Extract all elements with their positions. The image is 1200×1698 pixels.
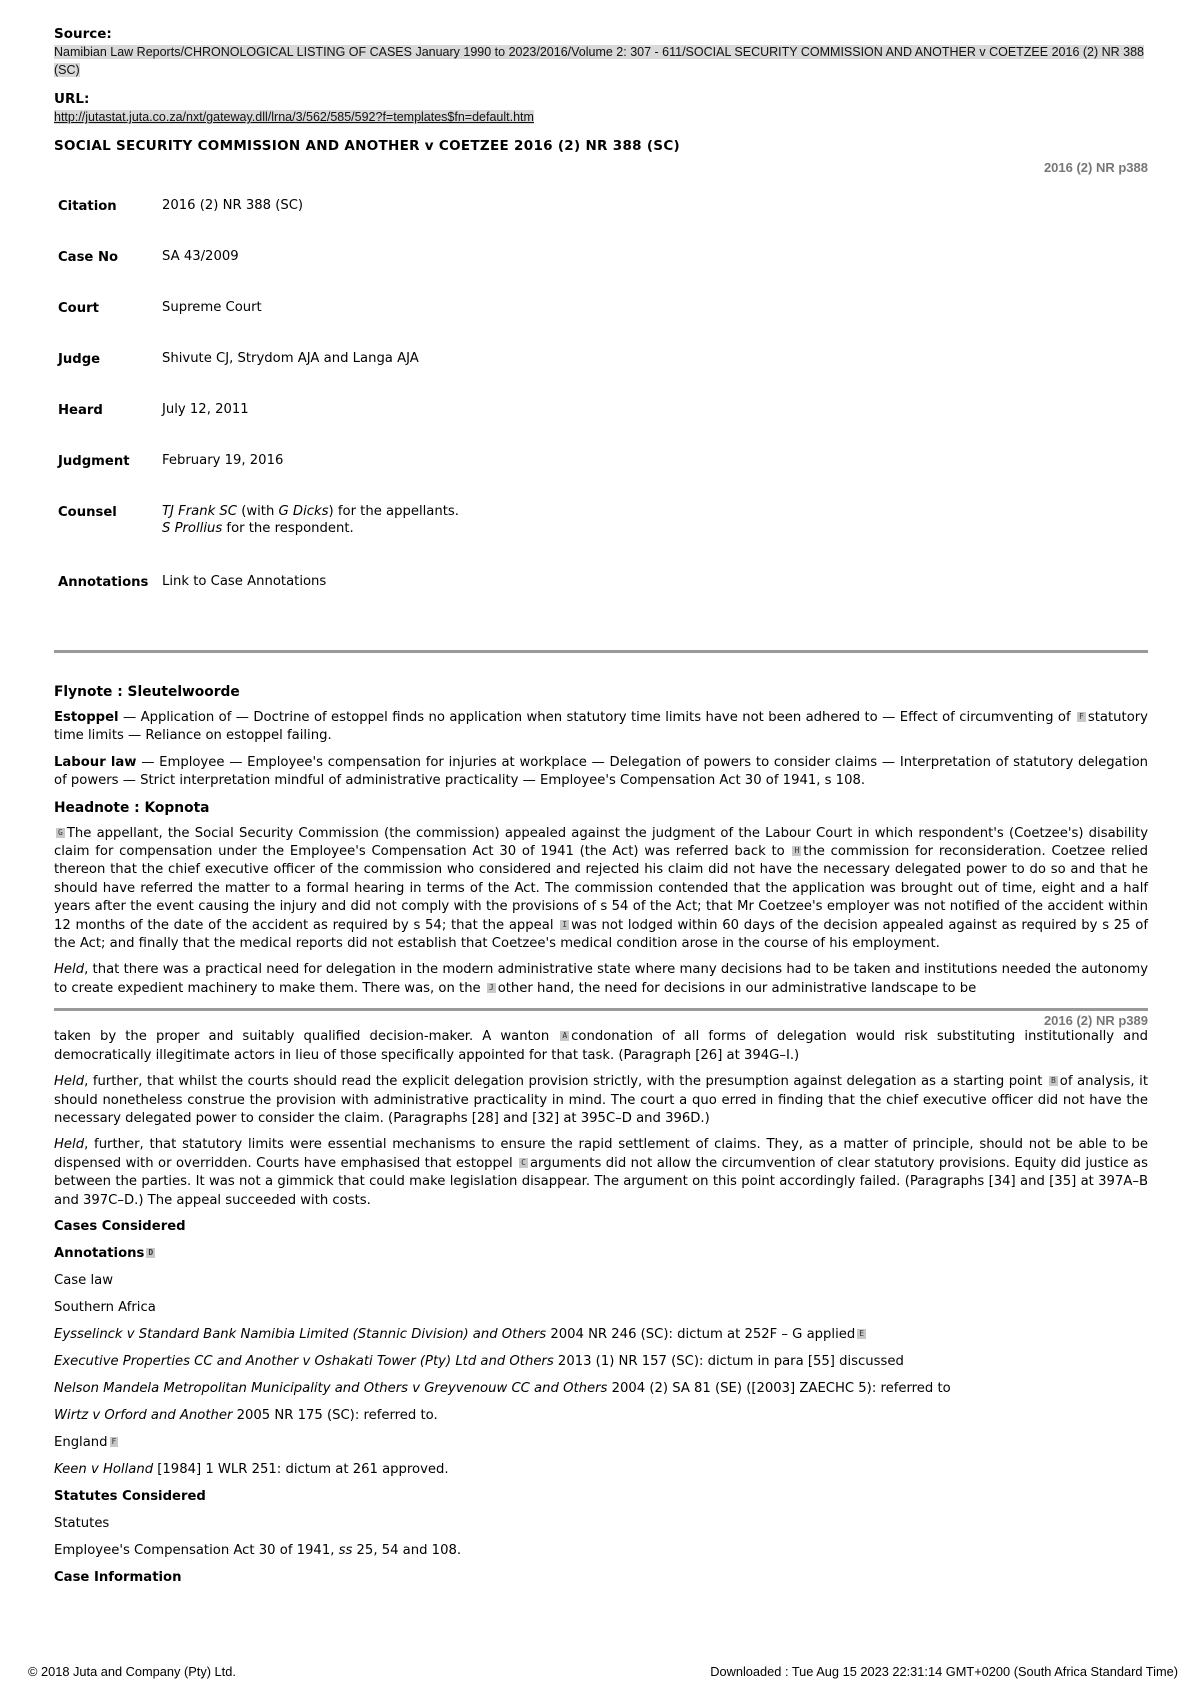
case-meta-table [58, 191, 459, 618]
headnote-paragraph-4 [54, 1073, 1148, 1128]
statute-citation [54, 1542, 1148, 1560]
page-marker: C [521, 1157, 526, 1167]
source-block [54, 26, 1148, 79]
copyright-text: © 2018 Juta and Company (Pty) Ltd. [28, 1664, 236, 1679]
flynote-paragraph-2 [54, 754, 1148, 791]
url-block [54, 91, 1148, 126]
counsel-text: ) for the appellants. [328, 504, 459, 519]
heard-label: Heard [58, 403, 103, 418]
statute-sections-abbr: ss [338, 1542, 353, 1558]
england-text: England [54, 1434, 108, 1450]
headnote-text: taken by the proper and suitably qualified decision-maker. A wanton [54, 1029, 559, 1045]
case-name: Nelson Mandela Metropolitan Municipality and Others v Greyvenouw CC and Others [54, 1380, 608, 1396]
headnote-text: arguments did not allow the circumvention of clear statutory provisions. Equity did justice as between the parties. It was not a gimmick that could make legislation disappear. The argument on this point accordingly failed. (Paragraphs [34] and [35] at 397A–B and 397C–D.) The appeal succeeded with costs. [54, 1155, 1148, 1208]
case-citation [54, 1353, 1148, 1371]
counsel-respondent-name: S Prollius [162, 521, 223, 536]
statute-text: 25, 54 and 108. [352, 1542, 462, 1558]
annotations-link[interactable]: Link to Case Annotations [162, 574, 327, 589]
headnote-text: , that there was a practical need for delegation in the modern administrative state where many decisions had to be taken and institutions needed the autonomy to create expedient machinery to make them. There was, on the [54, 962, 1148, 996]
page-marker: I [562, 919, 568, 929]
page-ref-388: 2016 (2) NR p388 [1043, 160, 1148, 175]
counsel-value [162, 497, 459, 567]
judgment-label: Judgment [58, 454, 130, 469]
held-label: Held [54, 1137, 85, 1153]
case-reference: 2004 NR 246 (SC): dictum at 252F – G applied [546, 1326, 856, 1342]
held-label: Held [54, 962, 85, 978]
flynote-text: — Application of — Doctrine of estoppel finds no application when statutory time limits have not been adhered to — Effect of circumventing of [118, 710, 1076, 725]
flynote-paragraph-1 [54, 709, 1148, 746]
counsel-text: (with [237, 504, 279, 519]
counsel-label: Counsel [58, 505, 117, 520]
page-marker: G [58, 827, 63, 837]
caseno-label: Case No [58, 250, 119, 265]
england-label [54, 1434, 1148, 1452]
meta-row-judge [58, 344, 459, 395]
headnote-text: other hand, the need for decisions in our administrative landscape to be [497, 980, 977, 996]
court-value: Supreme Court [162, 300, 262, 315]
case-law-label: Case law [54, 1272, 113, 1288]
case-reference: 2005 NR 175 (SC): referred to. [232, 1407, 438, 1423]
page-marker: J [488, 982, 494, 992]
source-label: Source: [54, 26, 112, 42]
page-marker: A [562, 1031, 568, 1041]
headnote-paragraph-5 [54, 1136, 1148, 1210]
headnote-text: was not lodged within 60 days of the decision appealed against as required by s 25 of the Act; and finally that the medical reports did not establish that Coetzee's medical condition arose in the course of his employment. [54, 917, 1148, 952]
case-citation [54, 1380, 1148, 1398]
source-path: Namibian Law Reports/CHRONOLOGICAL LISTING OF CASES January 1990 to 2023/2016/Volume 2: 307 - 611/SOCIAL SECURITY COMMISSION AND ANOTHER v COETZEE 2016 (2) NR 388 (SC) [54, 45, 1144, 77]
url-link[interactable]: http://jutastat.juta.co.za/nxt/gateway.dll/lrna/3/562/585/592?f=templates$fn=default.htm [54, 110, 534, 124]
case-name: Executive Properties CC and Another v Oshakati Tower (Pty) Ltd and Others [54, 1353, 554, 1369]
case-name: Wirtz v Orford and Another [54, 1407, 233, 1423]
counsel-appellant-name-2: G Dicks [278, 504, 329, 519]
document-page [54, 26, 1148, 1596]
page-marker: D [148, 1247, 154, 1257]
case-citation [54, 1407, 1148, 1425]
headnote-text: of analysis, it should nonetheless construe the provision with administrative practicality in mind. The court a quo erred in finding that the chief executive officer did not have the necessary delegated power to consider the claim. (Paragraphs [28] and [32] at 395C–D and 396D.) [54, 1074, 1148, 1126]
page-ref-389: 2016 (2) NR p389 [1043, 1013, 1148, 1029]
meta-row-court [58, 293, 459, 344]
headnote-text: The appellant, the Social Security Commission (the commission) appealed against the judgment of the Labour Court in which respondent's (Coetzee's) disability claim for compensation under the Employee's Compensation Act 30 of 1941 (the Act) was referred back to [54, 825, 1148, 860]
url-label: URL: [54, 91, 90, 107]
heard-value: July 12, 2011 [162, 402, 249, 417]
case-reference: [1984] 1 WLR 251: dictum at 261 approved. [153, 1461, 449, 1477]
statutes-considered-heading: Statutes Considered [54, 1488, 206, 1504]
case-reference: 2004 (2) SA 81 (SE) ([2003] ZAECHC 5): referred to [607, 1380, 951, 1396]
judge-value: Shivute CJ, Strydom AJA and Langa AJA [162, 351, 419, 366]
case-name: Keen v Holland [54, 1461, 154, 1477]
case-title: SOCIAL SECURITY COMMISSION AND ANOTHER v COETZEE 2016 (2) NR 388 (SC) [54, 138, 681, 154]
flynote-term: Estoppel [54, 710, 119, 725]
page-marker: E [859, 1328, 865, 1338]
case-reference: 2013 (1) NR 157 (SC): dictum in para [55] discussed [553, 1353, 904, 1369]
case-citation [54, 1461, 1148, 1479]
case-name: Eysselinck v Standard Bank Namibia Limited (Stannic Division) and Others [54, 1326, 547, 1342]
page-marker: H [794, 846, 800, 856]
case-information-heading: Case Information [54, 1569, 182, 1585]
headnote-text: condonation of all forms of delegation would risk substituting institutionally and democratically illegitimate actors in lieu of those specifically appointed for that task. (Paragraph [26] at 394G–I.) [54, 1029, 1148, 1063]
annotations-heading [54, 1245, 1148, 1263]
counsel-appellant-name: TJ Frank SC [162, 504, 237, 519]
statute-text: Employee's Compensation Act 30 of 1941, [54, 1542, 339, 1558]
flynote-heading: Flynote : Sleutelwoorde [54, 684, 240, 700]
meta-row-citation [58, 191, 459, 242]
headnote-text: , further, that whilst the courts should read the explicit delegation provision strictly, with the presumption against delegation as a starting point [84, 1074, 1047, 1090]
case-citation [54, 1326, 1148, 1344]
footer [28, 1664, 1178, 1679]
counsel-text: for the respondent. [222, 521, 354, 536]
meta-row-heard [58, 395, 459, 446]
flynote-term: Labour law [54, 754, 137, 770]
headnote-paragraph-3 [54, 1028, 1148, 1065]
flynote-text: — Employee — Employee's compensation for injuries at workplace — Delegation of powers to consider claims — Interpretation of statutory delegation of powers — Strict interpretation mindful of administrative practicality — Employee's Compensation Act 30 of 1941, s 108. [54, 754, 1148, 789]
citation-value: 2016 (2) NR 388 (SC) [162, 198, 304, 213]
headnote-text: the commission for reconsideration. Coetzee relied thereon that the chief executive officer of the commission who considered and rejected his claim did not have the necessary delegated power to do so and that he should have referred the matter to a formal hearing in terms of the Act. The commission contended that the application was brought out of time, eight and a half years after the event causing the injury and did not comply with the provisions of s 54 of the Act; that Mr Coetzee's employer was not notified of the accident within 12 months of the date of the accident as required by s 54; that the appeal [54, 844, 1148, 933]
southern-africa-label: Southern Africa [54, 1299, 156, 1315]
citation-label: Citation [58, 199, 117, 214]
annotations-label: Annotations [58, 575, 149, 590]
page-marker: F [1079, 712, 1084, 721]
held-label: Held [54, 1074, 85, 1090]
annotations-heading-text: Annotations [54, 1245, 145, 1261]
meta-row-judgment [58, 446, 459, 497]
headnote-paragraph-2 [54, 961, 1148, 998]
meta-row-counsel [58, 497, 459, 567]
meta-row-annotations [58, 567, 459, 618]
page-marker: B [1050, 1076, 1056, 1086]
headnote-heading: Headnote : Kopnota [54, 799, 210, 816]
judge-label: Judge [58, 352, 101, 367]
statutes-label: Statutes [54, 1515, 110, 1531]
downloaded-timestamp: Downloaded : Tue Aug 15 2023 22:31:14 GMT+0200 (South Africa Standard Time) [710, 1664, 1178, 1679]
cases-considered-heading: Cases Considered [54, 1218, 186, 1234]
page-divider [54, 1008, 1148, 1011]
judgment-value: February 19, 2016 [162, 453, 284, 468]
flynote-text: statutory time limits — Reliance on estoppel failing. [54, 710, 1148, 744]
headnote-text: , further, that statutory limits were essential mechanisms to ensure the rapid settlement of claims. They, as a matter of principle, should not be able to be dispensed with or overridden. Courts have emphasised that estoppel [54, 1137, 1148, 1171]
meta-row-caseno [58, 242, 459, 293]
page-marker: F [111, 1436, 117, 1446]
court-label: Court [58, 301, 99, 316]
caseno-value: SA 43/2009 [162, 249, 239, 264]
headnote-paragraph-1 [54, 825, 1148, 954]
